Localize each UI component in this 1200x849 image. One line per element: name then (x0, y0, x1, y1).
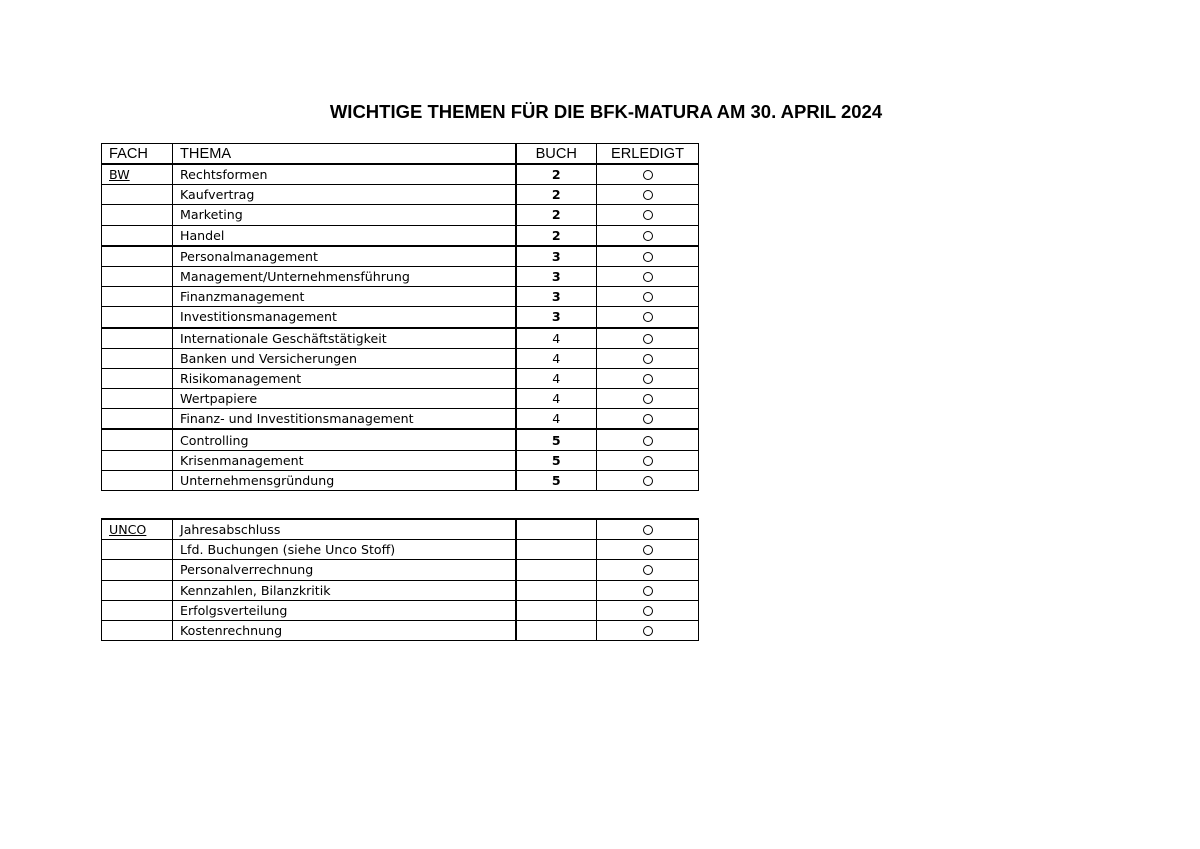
table-row (102, 266, 699, 286)
erledigt-cell (597, 540, 699, 560)
done-checkbox-circle-icon[interactable] (643, 476, 653, 486)
done-checkbox-circle-icon[interactable] (643, 436, 653, 446)
thema-cell: Personalmanagement (173, 246, 516, 267)
thema-cell: Jahresabschluss (173, 519, 516, 540)
buch-cell: 4 (516, 348, 597, 368)
fach-cell (102, 580, 173, 600)
thema-cell: Banken und Versicherungen (173, 348, 516, 368)
erledigt-cell (597, 246, 699, 267)
fach-cell (102, 409, 173, 430)
buch-cell (516, 540, 597, 560)
fach-cell (102, 328, 173, 349)
erledigt-cell (597, 429, 699, 450)
buch-cell: 3 (516, 307, 597, 328)
fach-cell (102, 164, 173, 185)
fach-label: BW (109, 167, 130, 183)
fach-cell (102, 450, 173, 470)
table-row (102, 307, 699, 328)
fach-cell (102, 470, 173, 490)
table-row (102, 348, 699, 368)
thema-cell: Personalverrechnung (173, 560, 516, 580)
erledigt-cell (597, 307, 699, 328)
done-checkbox-circle-icon[interactable] (643, 586, 653, 596)
fach-cell (102, 287, 173, 307)
table-row (102, 540, 699, 560)
buch-cell: 5 (516, 429, 597, 450)
thema-cell: Unternehmensgründung (173, 470, 516, 490)
thema-cell: Controlling (173, 429, 516, 450)
table-row (102, 519, 699, 540)
done-checkbox-circle-icon[interactable] (643, 292, 653, 302)
thema-cell: Handel (173, 225, 516, 246)
done-checkbox-circle-icon[interactable] (643, 525, 653, 535)
done-checkbox-circle-icon[interactable] (643, 312, 653, 322)
fach-cell (102, 429, 173, 450)
header-fach: FACH (102, 144, 173, 165)
buch-cell (516, 580, 597, 600)
done-checkbox-circle-icon[interactable] (643, 414, 653, 424)
table-row (102, 620, 699, 640)
fach-cell (102, 185, 173, 205)
thema-cell: Krisenmanagement (173, 450, 516, 470)
table-row (102, 560, 699, 580)
thema-cell: Kostenrechnung (173, 620, 516, 640)
erledigt-cell (597, 450, 699, 470)
thema-cell: Internationale Geschäftstätigkeit (173, 328, 516, 349)
buch-cell: 4 (516, 368, 597, 388)
erledigt-cell (597, 580, 699, 600)
buch-cell: 4 (516, 328, 597, 349)
fach-cell (102, 600, 173, 620)
buch-cell: 2 (516, 205, 597, 225)
fach-cell (102, 266, 173, 286)
fach-cell (102, 389, 173, 409)
fach-cell (102, 307, 173, 328)
table-row (102, 185, 699, 205)
table-row (102, 205, 699, 225)
erledigt-cell (597, 560, 699, 580)
table-header-row (102, 144, 699, 165)
table-row (102, 580, 699, 600)
erledigt-cell (597, 348, 699, 368)
buch-cell: 4 (516, 409, 597, 430)
erledigt-cell (597, 205, 699, 225)
thema-cell: Erfolgsverteilung (173, 600, 516, 620)
table-row (102, 429, 699, 450)
buch-cell: 5 (516, 450, 597, 470)
thema-cell: Risikomanagement (173, 368, 516, 388)
buch-cell: 3 (516, 246, 597, 267)
thema-cell: Kennzahlen, Bilanzkritik (173, 580, 516, 600)
buch-cell (516, 560, 597, 580)
table-row (102, 287, 699, 307)
done-checkbox-circle-icon[interactable] (643, 456, 653, 466)
table-row (102, 409, 699, 430)
buch-cell: 3 (516, 287, 597, 307)
buch-cell: 3 (516, 266, 597, 286)
thema-cell: Marketing (173, 205, 516, 225)
fach-cell (102, 519, 173, 540)
thema-cell: Rechtsformen (173, 164, 516, 185)
buch-cell (516, 519, 597, 540)
table-row (102, 328, 699, 349)
header-erledigt: ERLEDIGT (597, 144, 699, 165)
topics-table-unco (101, 518, 699, 641)
thema-cell: Wertpapiere (173, 389, 516, 409)
done-checkbox-circle-icon[interactable] (643, 565, 653, 575)
done-checkbox-circle-icon[interactable] (643, 272, 653, 282)
done-checkbox-circle-icon[interactable] (643, 334, 653, 344)
buch-cell (516, 600, 597, 620)
done-checkbox-circle-icon[interactable] (643, 210, 653, 220)
done-checkbox-circle-icon[interactable] (643, 606, 653, 616)
table-row (102, 246, 699, 267)
done-checkbox-circle-icon[interactable] (643, 545, 653, 555)
page-title: WICHTIGE THEMEN FÜR DIE BFK-MATURA AM 30. APRIL 2024 (329, 101, 883, 122)
buch-cell: 2 (516, 185, 597, 205)
erledigt-cell (597, 620, 699, 640)
table-row (102, 600, 699, 620)
fach-cell (102, 540, 173, 560)
erledigt-cell (597, 225, 699, 246)
fach-cell (102, 560, 173, 580)
thema-cell: Management/Unternehmensführung (173, 266, 516, 286)
erledigt-cell (597, 409, 699, 430)
done-checkbox-circle-icon[interactable] (643, 374, 653, 384)
fach-cell (102, 225, 173, 246)
thema-cell: Investitionsmanagement (173, 307, 516, 328)
erledigt-cell (597, 600, 699, 620)
done-checkbox-circle-icon[interactable] (643, 626, 653, 636)
done-checkbox-circle-icon[interactable] (643, 231, 653, 241)
fach-cell (102, 620, 173, 640)
table-row (102, 470, 699, 490)
fach-cell (102, 246, 173, 267)
header-thema: THEMA (173, 144, 516, 165)
fach-cell (102, 368, 173, 388)
fach-cell (102, 348, 173, 368)
table-row (102, 164, 699, 185)
done-checkbox-circle-icon[interactable] (643, 170, 653, 180)
erledigt-cell (597, 266, 699, 286)
fach-label: UNCO (109, 522, 147, 538)
erledigt-cell (597, 470, 699, 490)
erledigt-cell (597, 519, 699, 540)
fach-cell (102, 205, 173, 225)
buch-cell: 4 (516, 389, 597, 409)
thema-cell: Kaufvertrag (173, 185, 516, 205)
topics-table-bw (101, 143, 699, 491)
done-checkbox-circle-icon[interactable] (643, 190, 653, 200)
erledigt-cell (597, 389, 699, 409)
erledigt-cell (597, 164, 699, 185)
thema-cell: Lfd. Buchungen (siehe Unco Stoff) (173, 540, 516, 560)
buch-cell: 2 (516, 164, 597, 185)
thema-cell: Finanzmanagement (173, 287, 516, 307)
buch-cell: 2 (516, 225, 597, 246)
header-buch: BUCH (516, 144, 597, 165)
table-row (102, 450, 699, 470)
thema-cell: Finanz- und Investitionsmanagement (173, 409, 516, 430)
buch-cell (516, 620, 597, 640)
done-checkbox-circle-icon[interactable] (643, 394, 653, 404)
buch-cell: 5 (516, 470, 597, 490)
erledigt-cell (597, 368, 699, 388)
done-checkbox-circle-icon[interactable] (643, 354, 653, 364)
table-row (102, 389, 699, 409)
erledigt-cell (597, 287, 699, 307)
erledigt-cell (597, 185, 699, 205)
table-row (102, 368, 699, 388)
done-checkbox-circle-icon[interactable] (643, 252, 653, 262)
table-row (102, 225, 699, 246)
erledigt-cell (597, 328, 699, 349)
